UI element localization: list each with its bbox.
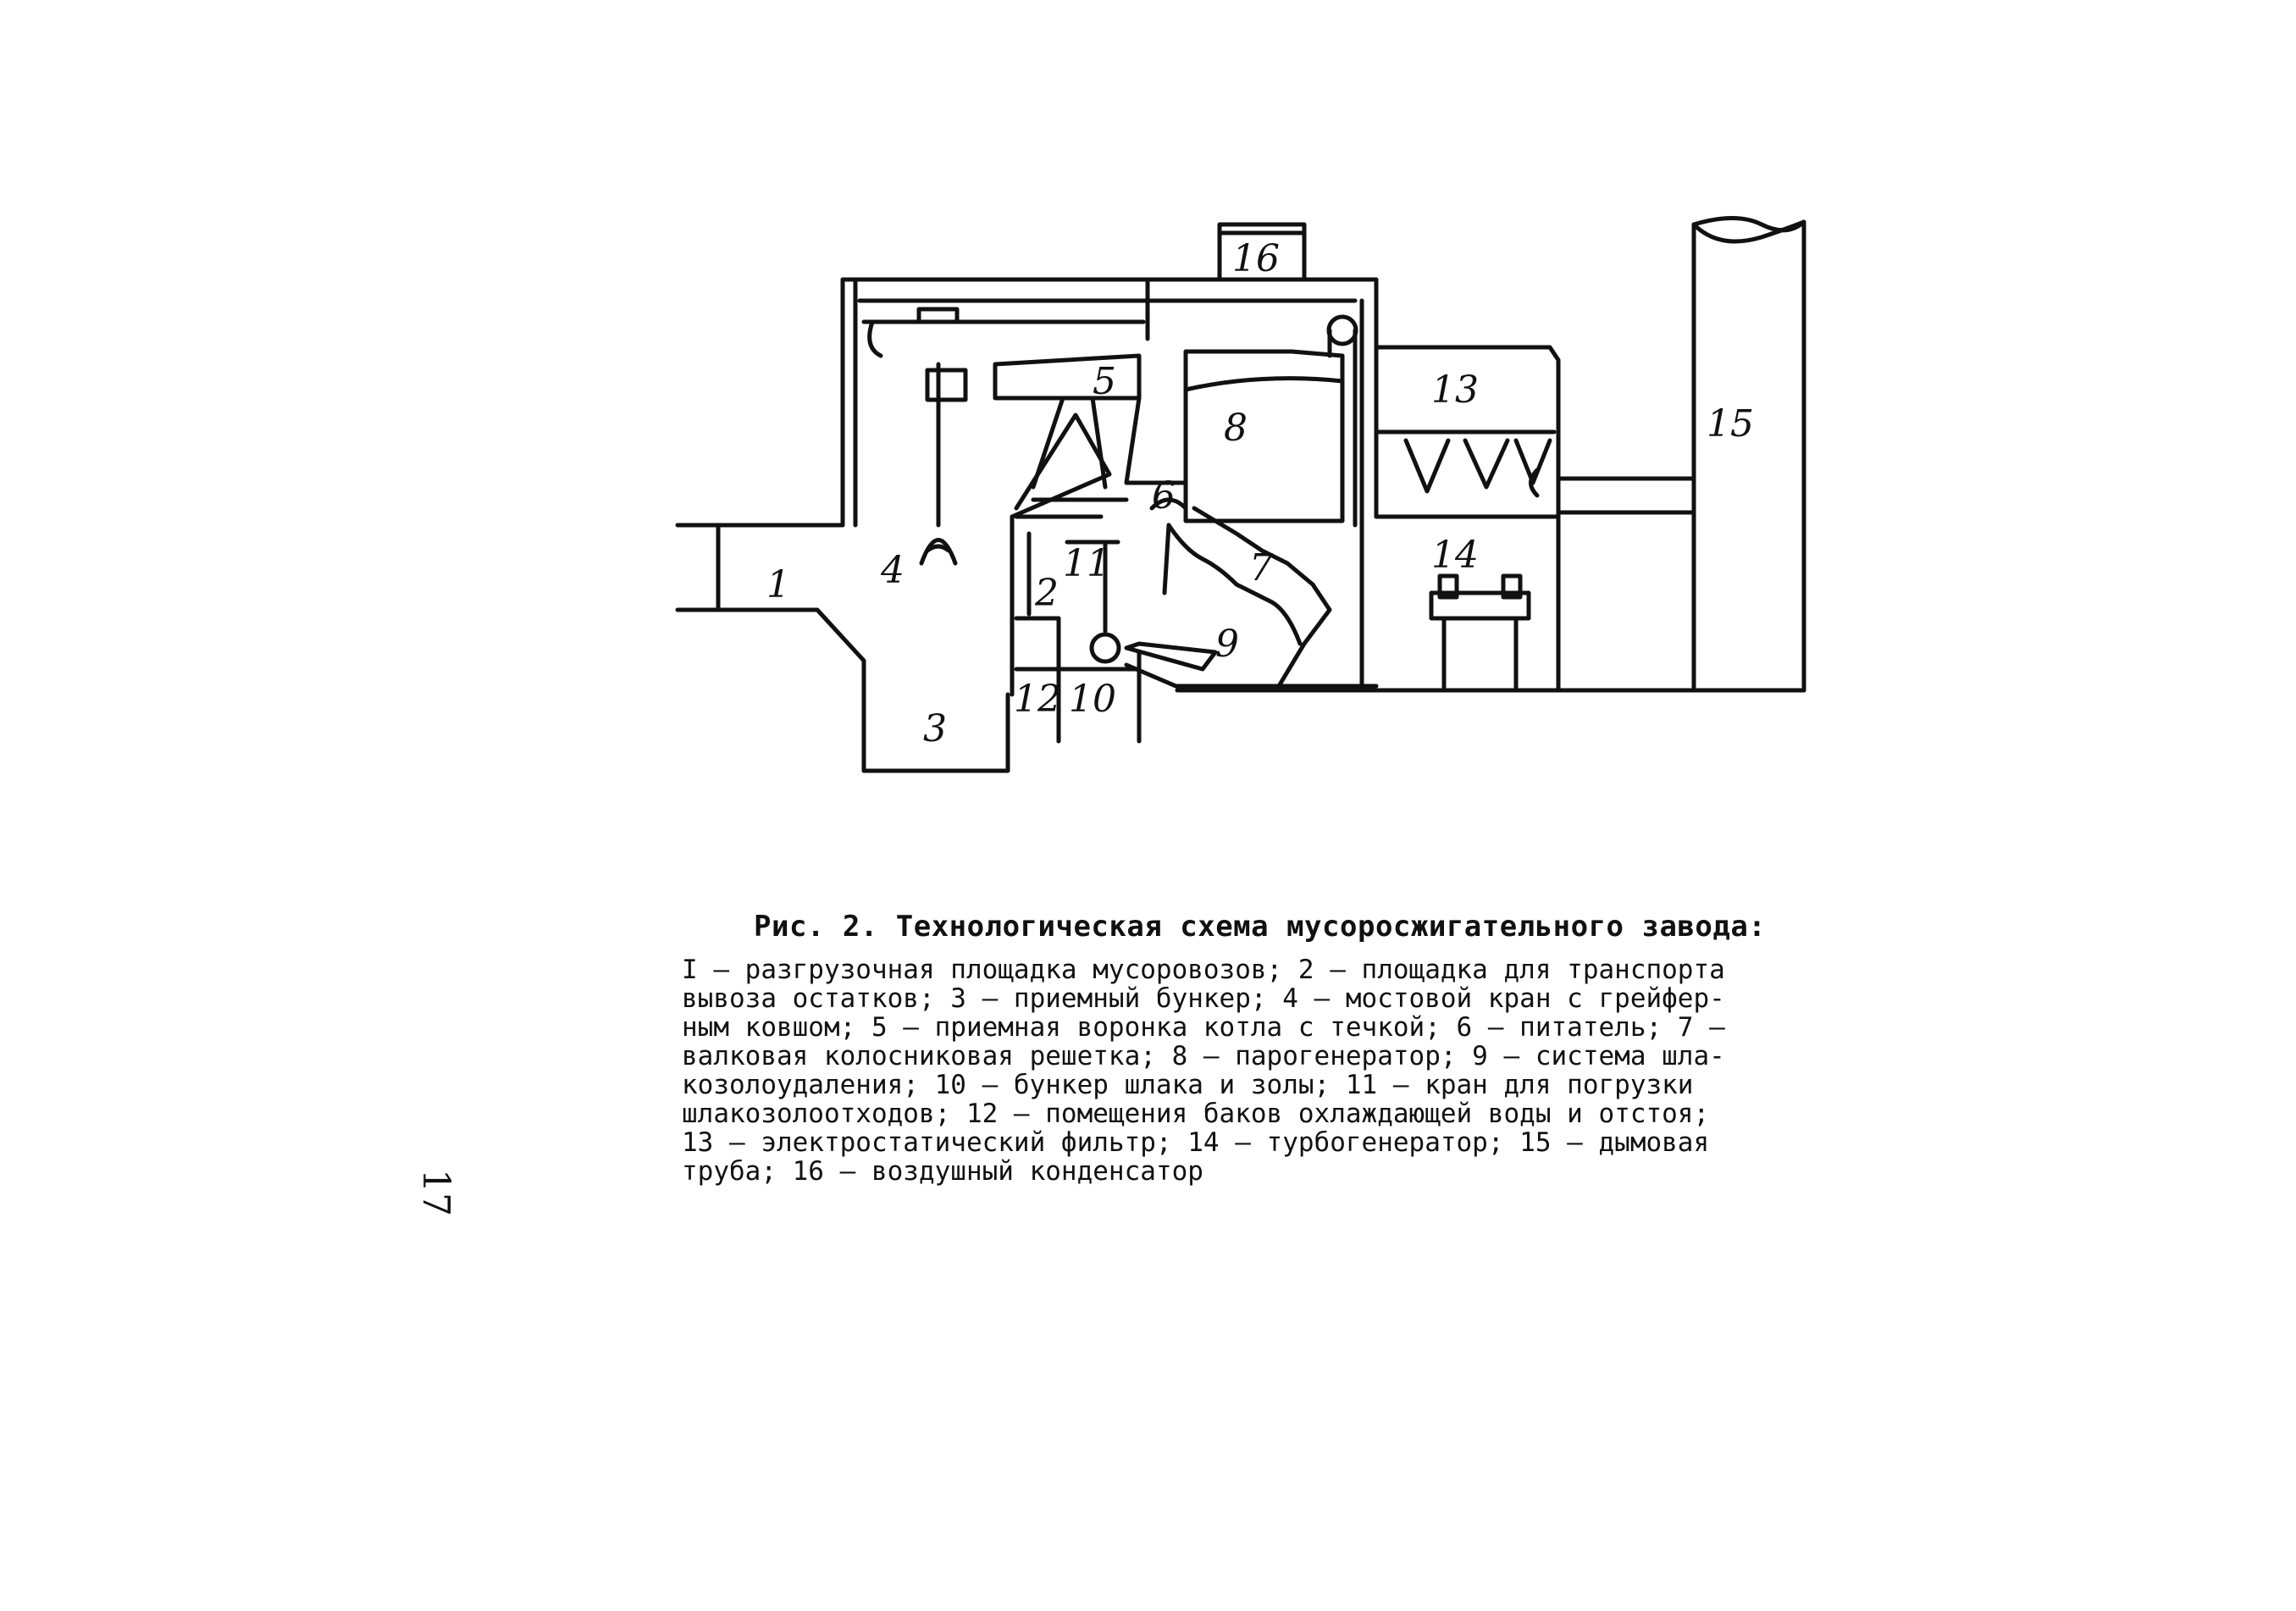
slag-removal: [1126, 644, 1376, 690]
feed-hopper: [995, 356, 1186, 487]
label-9: 9: [1215, 623, 1239, 666]
label-3: 3: [923, 707, 947, 750]
bridge-crane: [864, 309, 1143, 563]
label-5: 5: [1093, 360, 1116, 403]
steam-generator: [1186, 317, 1356, 525]
label-13: 13: [1431, 368, 1479, 412]
flue-duct: [1558, 479, 1694, 512]
label-10: 10: [1069, 678, 1116, 721]
label-2: 2: [1035, 572, 1059, 615]
unloading-platform: [678, 525, 864, 771]
chimney: [1694, 219, 1804, 691]
page-number: 17: [414, 1169, 457, 1216]
label-8: 8: [1224, 407, 1248, 450]
label-11: 11: [1063, 542, 1110, 585]
label-15: 15: [1707, 402, 1754, 446]
figure-caption-legend: I – разгрузочная площадка мусоровозов; 2 – площадка для транспорта вывоза остатков; 3 – приемный бункер; 4 – мостовой кран с грейфер- ным ковшом; 5 – приемная воронка котла с течкой; 6 – питатель; 7 – валковая колосниковая решетка; 8 – парогенератор; 9 – система шла- козолоудаления; 10 – бункер шлака и золы; 11 – кран для погрузки шлакозолоотходов; 12 – помещения баков охлаждающей воды и отстоя; 13 – электростатический фильтр; 14 – турбогенератор; 15 – дымовая труба; 16 – воздушный конденсатор: [682, 955, 1725, 1187]
label-16: 16: [1232, 237, 1280, 280]
figure-caption-title: Рис. 2. Технологическая схема мусоросжигательного завода:: [754, 910, 1767, 944]
label-1: 1: [766, 563, 790, 606]
roller-grate: [1165, 508, 1330, 644]
label-7: 7: [1249, 546, 1273, 590]
label-4: 4: [881, 549, 905, 592]
label-14: 14: [1431, 534, 1479, 577]
label-6: 6: [1152, 474, 1176, 518]
label-12: 12: [1014, 678, 1061, 721]
